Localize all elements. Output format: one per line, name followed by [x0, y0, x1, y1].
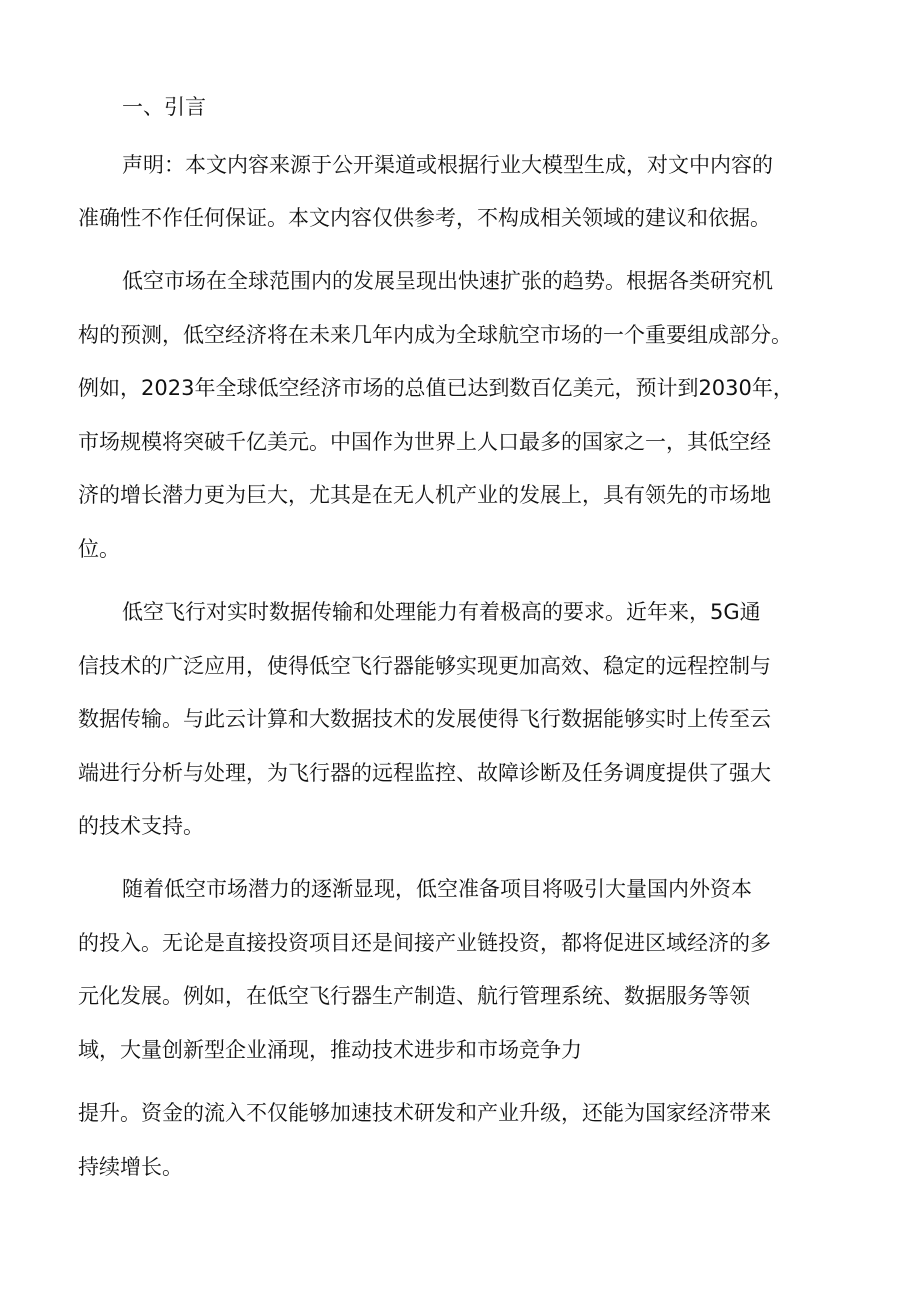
text-line: 随着低空市场潜力的逐渐显现，低空准备项目将吸引大量国内外资本: [122, 877, 752, 901]
text-line: 济的增长潜力更为巨大，尤其是在无人机产业的发展上，具有领先的市场地: [78, 483, 771, 507]
text-line: 低空市场在全球范围内的发展呈现出快速扩张的趋势。根据各类研究机: [122, 269, 773, 293]
section-heading: 一、引言: [122, 95, 206, 119]
text-line: 市场规模将突破千亿美元。中国作为世界上人口最多的国家之一，其低空经: [78, 430, 771, 454]
text-line: 端进行分析与处理，为飞行器的远程监控、故障诊断及任务调度提供了强大: [78, 761, 771, 785]
text-line: 数据传输。与此云计算和大数据技术的发展使得飞行数据能够实时上传至云: [78, 707, 771, 731]
text-line: 的投入。无论是直接投资项目还是间接产业链投资，都将促进区域经济的多: [78, 931, 771, 955]
text-line: 构的预测，低空经济将在未来几年内成为全球航空市场的一个重要组成部分。: [78, 323, 792, 347]
text-line: 信技术的广泛应用，使得低空飞行器能够实现更加高效、稳定的远程控制与: [78, 654, 771, 678]
text-line: 域，大量创新型企业涌现，推动技术进步和市场竞争力: [78, 1038, 582, 1062]
text-line: 的技术支持。: [78, 814, 204, 838]
text-line: 提升。资金的流入不仅能够加速技术研发和产业升级，还能为国家经济带来: [78, 1101, 771, 1125]
text-line: 准确性不作任何保证。本文内容仅供参考，不构成相关领域的建议和依据。: [78, 206, 771, 230]
text-line: 元化发展。例如，在低空飞行器生产制造、航行管理系统、数据服务等领: [78, 984, 750, 1008]
text-line: 例如，2023年全球低空经济市场的总值已达到数百亿美元，预计到2030年，: [78, 376, 794, 400]
text-line: 位。: [78, 537, 120, 561]
text-line: 低空飞行对实时数据传输和处理能力有着极高的要求。近年来，5G通: [122, 600, 761, 624]
text-line: 持续增长。: [78, 1155, 183, 1179]
text-line: 声明：本文内容来源于公开渠道或根据行业大模型生成，对文中内容的: [122, 153, 773, 177]
